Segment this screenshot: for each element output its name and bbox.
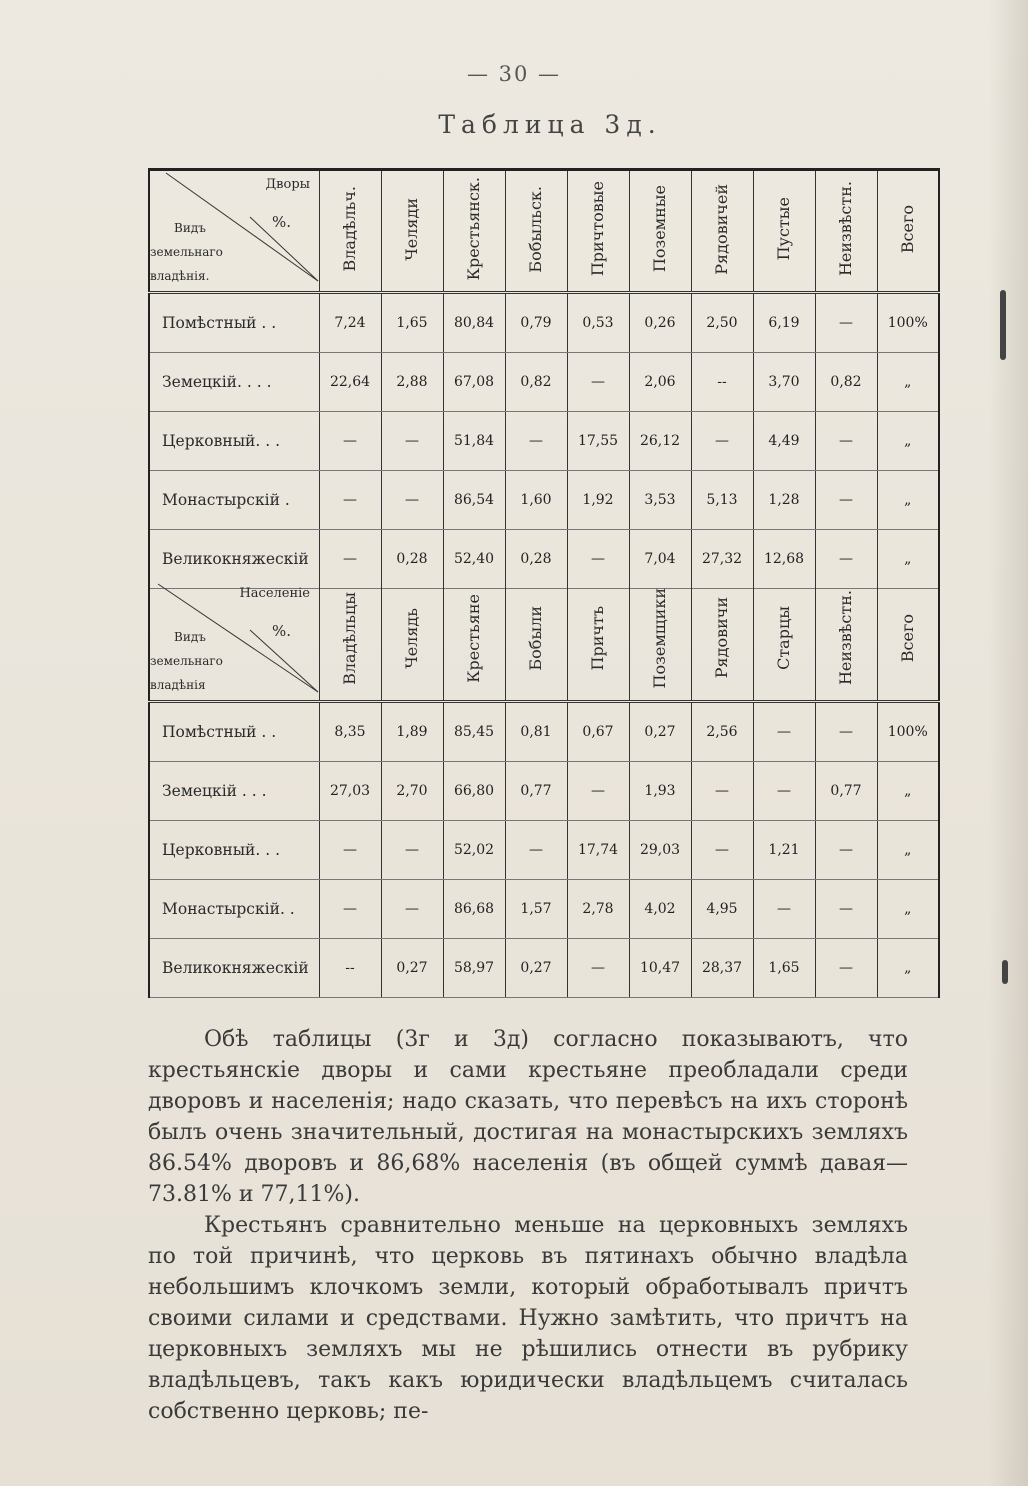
- table-cell: 28,37: [691, 939, 753, 998]
- table-cell: 1,21: [753, 821, 815, 880]
- table-cell: —: [319, 530, 381, 589]
- table-cell: 0,28: [381, 530, 443, 589]
- table-cell: 0,27: [629, 702, 691, 762]
- table-cell: 2,06: [629, 353, 691, 412]
- table-cell: 1,65: [381, 293, 443, 353]
- table-cell: „: [877, 353, 939, 412]
- table-cell: —: [815, 293, 877, 353]
- table-cell: 58,97: [443, 939, 505, 998]
- table-cell: 86,68: [443, 880, 505, 939]
- table-cell: 29,03: [629, 821, 691, 880]
- table-cell: —: [815, 939, 877, 998]
- table-cell: 12,68: [753, 530, 815, 589]
- column-header: Рядовичи: [691, 580, 753, 702]
- row-label: Земецкій. . . .: [149, 353, 319, 412]
- table-cell: 4,02: [629, 880, 691, 939]
- table-cell: 2,70: [381, 762, 443, 821]
- binding-mark: [1000, 290, 1006, 360]
- corner-bottom-label: Видъ: [174, 630, 206, 644]
- column-header: Рядовичей: [691, 170, 753, 293]
- corner-bottom-label: Видъ: [174, 221, 206, 235]
- table-cell: „: [877, 412, 939, 471]
- table-cell: —: [815, 880, 877, 939]
- column-header: Бобыльск.: [505, 170, 567, 293]
- table-cell: 0,77: [815, 762, 877, 821]
- column-header: Поземщики: [629, 580, 691, 702]
- corner-bottom-label: земельнаго: [150, 654, 223, 668]
- table-cell: 0,82: [505, 353, 567, 412]
- table-cell: —: [381, 880, 443, 939]
- table-cell: —: [381, 471, 443, 530]
- table-cell: 8,35: [319, 702, 381, 762]
- table-cell: 1,93: [629, 762, 691, 821]
- table-cell: --: [691, 353, 753, 412]
- table-cell: —: [691, 821, 753, 880]
- table-cell: 0,27: [505, 939, 567, 998]
- table-cell: 27,03: [319, 762, 381, 821]
- table-cell: —: [753, 702, 815, 762]
- table-cell: —: [753, 880, 815, 939]
- row-label: Церковный. . .: [149, 412, 319, 471]
- table-cell: 7,24: [319, 293, 381, 353]
- table-cell: —: [691, 762, 753, 821]
- table-cell: --: [319, 939, 381, 998]
- table-cell: 0,28: [505, 530, 567, 589]
- table-cell: 27,32: [691, 530, 753, 589]
- table-cell: 0,26: [629, 293, 691, 353]
- table-header-row: [149, 170, 939, 293]
- population-table: [148, 580, 940, 998]
- table-cell: 2,78: [567, 880, 629, 939]
- table-cell: 52,02: [443, 821, 505, 880]
- table-cell: 1,92: [567, 471, 629, 530]
- binding-mark: [1002, 960, 1008, 984]
- table-cell: 51,84: [443, 412, 505, 471]
- table-cell: 3,53: [629, 471, 691, 530]
- table-cell: 85,45: [443, 702, 505, 762]
- table-cell: 2,50: [691, 293, 753, 353]
- table-cell: —: [567, 353, 629, 412]
- row-label: Монастырскій .: [149, 471, 319, 530]
- table-cell: 86,54: [443, 471, 505, 530]
- table-cell: 2,56: [691, 702, 753, 762]
- table-row: [149, 880, 939, 939]
- column-header: Бобыли: [505, 580, 567, 702]
- table-cell: —: [753, 762, 815, 821]
- column-header: Челядь: [381, 580, 443, 702]
- table-row: [149, 471, 939, 530]
- table-cell: 0,82: [815, 353, 877, 412]
- table-cell: —: [381, 821, 443, 880]
- households-table: [148, 168, 940, 589]
- table-cell: 0,67: [567, 702, 629, 762]
- corner-bottom-label: владѣнія.: [150, 269, 210, 283]
- table-header-row: [149, 580, 939, 702]
- table-cell: 0,27: [381, 939, 443, 998]
- table-cell: 80,84: [443, 293, 505, 353]
- row-label: Помѣстный . .: [149, 702, 319, 762]
- page-edge-shadow: [988, 0, 1028, 1486]
- table-cell: 26,12: [629, 412, 691, 471]
- row-label: Земецкій . . .: [149, 762, 319, 821]
- row-label: Великокняжескій: [149, 939, 319, 998]
- table-cell: 7,04: [629, 530, 691, 589]
- body-text: [148, 1024, 908, 1427]
- table-cell: 0,77: [505, 762, 567, 821]
- table-cell: —: [815, 530, 877, 589]
- table-title: Таблица 3д.: [438, 110, 662, 139]
- table-cell: —: [815, 412, 877, 471]
- column-header: Поземные: [629, 170, 691, 293]
- table-cell: 0,53: [567, 293, 629, 353]
- corner-top-label: Населеніе: [239, 586, 310, 601]
- table-cell: „: [877, 471, 939, 530]
- table-row: [149, 821, 939, 880]
- corner-percent-label: %.: [272, 622, 292, 640]
- column-header: Крестьяне: [443, 580, 505, 702]
- corner-top-label: Дворы: [265, 177, 310, 192]
- table-cell: 22,64: [319, 353, 381, 412]
- column-header: Неизвѣстн.: [815, 580, 877, 702]
- table-row: [149, 702, 939, 762]
- column-header: Всего: [877, 170, 939, 293]
- table-cell: —: [815, 821, 877, 880]
- column-header: Челяди: [381, 170, 443, 293]
- row-label: Помѣстный . .: [149, 293, 319, 353]
- table-cell: —: [319, 471, 381, 530]
- corner-bottom-label: земельнаго: [150, 245, 223, 259]
- corner-cell: [149, 580, 319, 702]
- corner-bottom-label: владѣнія: [150, 678, 206, 692]
- table-cell: 1,65: [753, 939, 815, 998]
- table-cell: —: [815, 702, 877, 762]
- table-cell: —: [319, 880, 381, 939]
- table-cell: 10,47: [629, 939, 691, 998]
- table-cell: 2,88: [381, 353, 443, 412]
- table-cell: 0,81: [505, 702, 567, 762]
- table-cell: 52,40: [443, 530, 505, 589]
- table-row: [149, 762, 939, 821]
- page-number: — 30 —: [466, 62, 562, 86]
- table-cell: —: [567, 762, 629, 821]
- table-cell: —: [815, 471, 877, 530]
- column-header: Владѣльцы: [319, 580, 381, 702]
- table-cell: 0,79: [505, 293, 567, 353]
- paragraph: Обѣ таблицы (3г и 3д) согласно показываютъ, что крестьянскіе дворы и сами крестьяне преобладали среди дворовъ и населенія; надо сказать, что перевѣсъ на ихъ сторонѣ былъ очень значительный, достигая на монастырскихъ земляхъ 86.54% дворовъ и 86,68% населенія (въ общей суммѣ давая—73.81% и 77,11%).: [148, 1027, 908, 1207]
- table-cell: „: [877, 530, 939, 589]
- table-row: [149, 293, 939, 353]
- table-cell: 100%: [877, 702, 939, 762]
- table-cell: 6,19: [753, 293, 815, 353]
- table-cell: 1,57: [505, 880, 567, 939]
- table-cell: „: [877, 939, 939, 998]
- column-header: Неизвѣстн.: [815, 170, 877, 293]
- table-cell: 3,70: [753, 353, 815, 412]
- table-cell: 4,95: [691, 880, 753, 939]
- table-cell: —: [505, 412, 567, 471]
- row-label: Церковный. . .: [149, 821, 319, 880]
- column-header: Владѣльч.: [319, 170, 381, 293]
- table-cell: —: [381, 412, 443, 471]
- table-cell: —: [319, 412, 381, 471]
- row-label: Великокняжескій: [149, 530, 319, 589]
- column-header: Крестьянск.: [443, 170, 505, 293]
- table-cell: „: [877, 880, 939, 939]
- paragraph: Крестьянъ сравнительно меньше на церковныхъ земляхъ по той причинѣ, что церковь въ пятинахъ обычно владѣла небольшимъ клочкомъ земли, который обработывалъ причтъ своими силами и средствами. Нужно замѣтить, что причтъ на церковныхъ земляхъ мы не рѣшились отнести въ рубрику владѣльцевъ, такъ какъ юридически владѣльцемъ считалась собственно церковь; пе-: [148, 1213, 908, 1424]
- column-header: Пустые: [753, 170, 815, 293]
- table-cell: „: [877, 762, 939, 821]
- table-cell: 17,55: [567, 412, 629, 471]
- table-cell: 17,74: [567, 821, 629, 880]
- table-cell: 66,80: [443, 762, 505, 821]
- table-cell: 1,28: [753, 471, 815, 530]
- table-cell: —: [691, 412, 753, 471]
- column-header: Всего: [877, 580, 939, 702]
- table-cell: 5,13: [691, 471, 753, 530]
- table-cell: 4,49: [753, 412, 815, 471]
- table-row: [149, 353, 939, 412]
- table-row: [149, 412, 939, 471]
- table-cell: —: [319, 821, 381, 880]
- column-header: Причтовые: [567, 170, 629, 293]
- row-label: Монастырскій. .: [149, 880, 319, 939]
- column-header: Причтъ: [567, 580, 629, 702]
- table-row: [149, 939, 939, 998]
- table-cell: 100%: [877, 293, 939, 353]
- table-cell: —: [567, 939, 629, 998]
- table-cell: 1,60: [505, 471, 567, 530]
- corner-percent-label: %.: [272, 213, 292, 231]
- table-cell: —: [505, 821, 567, 880]
- column-header: Старцы: [753, 580, 815, 702]
- table-cell: 67,08: [443, 353, 505, 412]
- table-cell: 1,89: [381, 702, 443, 762]
- table-cell: —: [567, 530, 629, 589]
- table-cell: „: [877, 821, 939, 880]
- corner-cell: [149, 170, 319, 293]
